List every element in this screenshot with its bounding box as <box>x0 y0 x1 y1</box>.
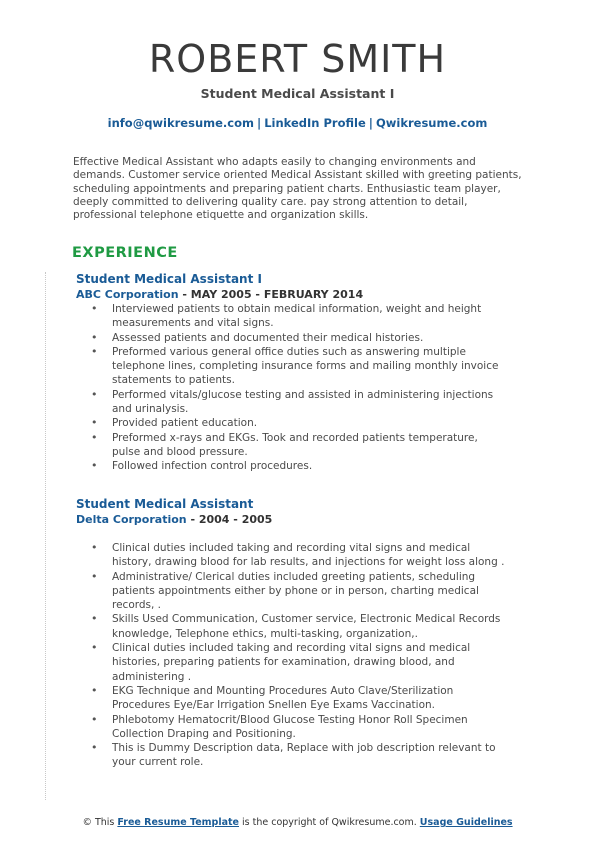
header-title: Student Medical Assistant I <box>200 86 395 101</box>
job-dates: - 2004 - 2005 <box>186 513 273 526</box>
free-resume-template-link[interactable]: Free Resume Template <box>117 817 239 828</box>
job-bullet: • Performed vitals/glucose testing and assisted in administering injections and urinalysis. <box>76 388 506 417</box>
job-bullets <box>76 302 516 474</box>
linkedin-link[interactable]: LinkedIn Profile <box>264 116 366 130</box>
job-bullet: • This is Dummy Description data, Replace with job description relevant to your current role. <box>76 741 506 770</box>
job-bullet: • Skills Used Communication, Customer service, Electronic Medical Records knowledge, Telephone ethics, multi-tasking, organization,. <box>76 612 506 641</box>
job-bullet: • Interviewed patients to obtain medical information, weight and height measurements and vital signs. <box>76 302 506 331</box>
email-link[interactable]: info@qwikresume.com <box>107 116 254 130</box>
footer <box>0 817 595 828</box>
summary-text: Effective Medical Assistant who adapts easily to changing environments and demands. Customer service oriented Medical Assistant skilled with greeting patients, scheduling appointments and preparing patient charts. Enthusiastic team player, deeply committed to delivering quality care. pay strong attention to detail, professional telephone etiquette and organization skills. <box>73 156 522 222</box>
job-title: Student Medical Assistant I <box>76 272 262 286</box>
usage-guidelines-link[interactable]: Usage Guidelines <box>419 817 513 828</box>
website-link[interactable]: Qwikresume.com <box>375 116 488 130</box>
contact-line <box>0 116 595 130</box>
contact-separator: | <box>368 116 373 130</box>
job-meta <box>76 287 516 302</box>
footer-middle: is the copyright of Qwikresume.com. <box>239 817 420 828</box>
header-name: ROBERT SMITH <box>148 37 447 81</box>
job-bullet: • Administrative/ Clerical duties included greeting patients, scheduling patients appointments either by phone or in person, charting medical records, . <box>76 570 506 613</box>
job-title: Student Medical Assistant <box>76 497 254 511</box>
job-bullet: • Preformed x-rays and EKGs. Took and recorded patients temperature, pulse and blood pressure. <box>76 431 506 460</box>
job-bullet: • EKG Technique and Mounting Procedures Auto Clave/Sterilization Procedures Eye/Ear Irrigation Snellen Eye Exams Vaccination. <box>76 684 506 713</box>
job-bullets <box>76 541 516 770</box>
experience-heading: EXPERIENCE <box>72 245 178 261</box>
contact-separator: | <box>257 116 262 130</box>
job-bullet: • Clinical duties included taking and recording vital signs and medical history, drawing blood for lab results, and injections for weight loss along . <box>76 541 506 570</box>
job-bullet: • Clinical duties included taking and recording vital signs and medical histories, preparing patients for examination, drawing blood, and administering . <box>76 641 506 684</box>
timeline-divider <box>45 272 46 800</box>
job-bullet: • Phlebotomy Hematocrit/Blood Glucose Testing Honor Roll Specimen Collection Draping and Positioning. <box>76 713 506 742</box>
job-meta <box>76 512 516 527</box>
job-entry <box>76 497 516 770</box>
footer-prefix: This <box>91 817 118 828</box>
copyright-symbol: © <box>82 817 92 828</box>
job-entry <box>76 272 516 474</box>
job-bullet: • Preformed various general office duties such as answering multiple telephone lines, completing insurance forms and mailing monthly invoice statements to patients. <box>76 345 506 388</box>
job-dates: - MAY 2005 - FEBRUARY 2014 <box>178 288 364 301</box>
job-bullet: • Provided patient education. <box>76 416 506 430</box>
job-company: ABC Corporation <box>76 288 179 301</box>
job-bullet: • Assessed patients and documented their medical histories. <box>76 331 506 345</box>
job-bullet: • Followed infection control procedures. <box>76 459 506 473</box>
job-company: Delta Corporation <box>76 513 187 526</box>
